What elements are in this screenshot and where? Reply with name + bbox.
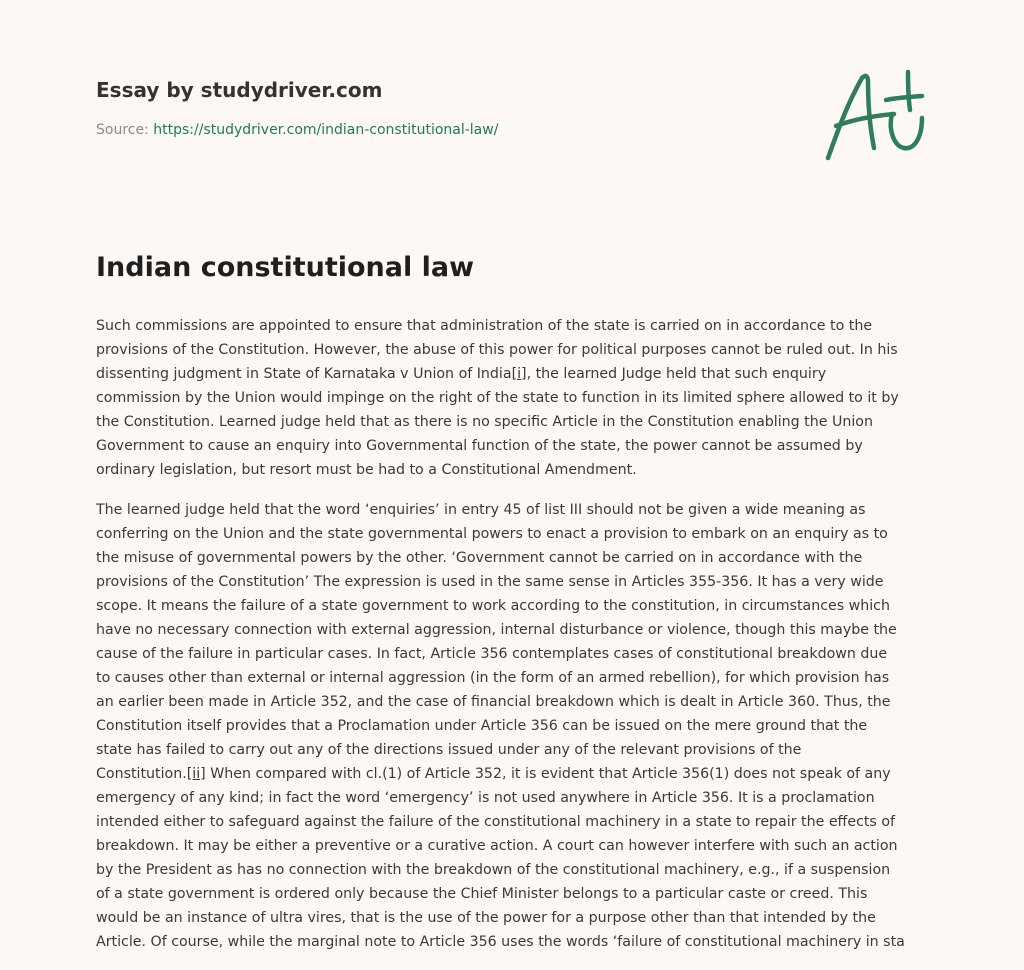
text-line: breakdown. It may be either a preventive or a curative action. A court can however interfere with such an action: [96, 838, 898, 854]
text-line: commission by the Union would impinge on the right of the state to function in its limited sphere allowed to it by: [96, 390, 899, 406]
paragraph-2: [96, 498, 936, 954]
source-label: Source:: [96, 122, 154, 138]
footnote-link-ii[interactable]: [ii]: [186, 766, 206, 782]
text-line: provisions of the Constitution’ The expression is used in the same sense in Articles 355-356. It has a very wide: [96, 574, 884, 590]
text-line: dissenting judgment in State of Karnataka v Union of India: [96, 366, 512, 382]
text-line: scope. It means the failure of a state government to work according to the constitution, in circumstances which: [96, 598, 890, 614]
source-line: [96, 122, 796, 138]
site-brand: Essay by studydriver.com: [96, 78, 383, 102]
text-line: Constitution.: [96, 766, 187, 782]
text-line: the Constitution. Learned judge held that as there is no specific Article in the Constitution enabling the Union: [96, 414, 873, 430]
text-line: Government to cause an enquiry into Governmental function of the state, the power cannot be assumed by: [96, 438, 863, 454]
paragraph-1: [96, 314, 936, 482]
header: [96, 74, 796, 138]
text-line: ordinary legislation, but resort must be had to a Constitutional Amendment.: [96, 462, 637, 478]
text-line: to causes other than external or internal aggression (in the form of an armed rebellion), for which provision has: [96, 670, 890, 686]
text-line: provisions of the Constitution. However, the abuse of this power for political purposes cannot be ruled out. In his: [96, 342, 898, 358]
text-line: Such commissions are appointed to ensure that administration of the state is carried on in accordance to the: [96, 318, 873, 334]
source-link[interactable]: https://studydriver.com/indian-constitutional-law/: [153, 122, 499, 138]
text-line: Constitution itself provides that a Proclamation under Article 356 can be issued on the mere ground that the: [96, 718, 868, 734]
text-line: Article. Of course, while the marginal note to Article 356 uses the words ‘failure of constitutional machinery in sta: [96, 934, 905, 950]
text-line: The learned judge held that the word ‘enquiries’ in entry 45 of list III should not be given a wide meaning as: [96, 502, 866, 518]
text-line: , the learned Judge held that such enquiry: [526, 366, 827, 382]
article-title: Indian constitutional law: [96, 252, 475, 283]
footnote-link-i[interactable]: [i]: [511, 366, 527, 382]
text-line: intended either to safeguard against the failure of the constitutional machinery in a state to repair the effects of: [96, 814, 896, 830]
text-line: an earlier been made in Article 352, and the case of financial breakdown which is dealt in Article 360. Thus, the: [96, 694, 891, 710]
text-line: emergency of any kind; in fact the word ‘emergency’ is not used anywhere in Article 356. It is a proclamation: [96, 790, 875, 806]
text-line: cause of the failure in particular cases. In fact, Article 356 contemplates cases of constitutional breakdown due: [96, 646, 888, 662]
text-line: state has failed to carry out any of the directions issued under any of the relevant provisions of the: [96, 742, 802, 758]
article-body: [96, 314, 936, 970]
a-plus-grade-icon: [822, 66, 932, 166]
text-line: When compared with cl.(1) of Article 352, it is evident that Article 356(1) does not speak of any: [205, 766, 891, 782]
text-line: would be an instance of ultra vires, that is the use of the power for a purpose other than that intended by the: [96, 910, 876, 926]
text-line: of a state government is ordered only because the Chief Minister belongs to a particular caste or creed. This: [96, 886, 868, 902]
text-line: conferring on the Union and the state governmental powers to enact a provision to embark on an enquiry as to: [96, 526, 888, 542]
text-line: the misuse of governmental powers by the other. ‘Government cannot be carried on in accordance with the: [96, 550, 863, 566]
text-line: by the President as has no connection with the breakdown of the constitutional machinery, e.g., if a suspension: [96, 862, 891, 878]
text-line: have no necessary connection with external aggression, internal disturbance or violence, though this maybe the: [96, 622, 897, 638]
